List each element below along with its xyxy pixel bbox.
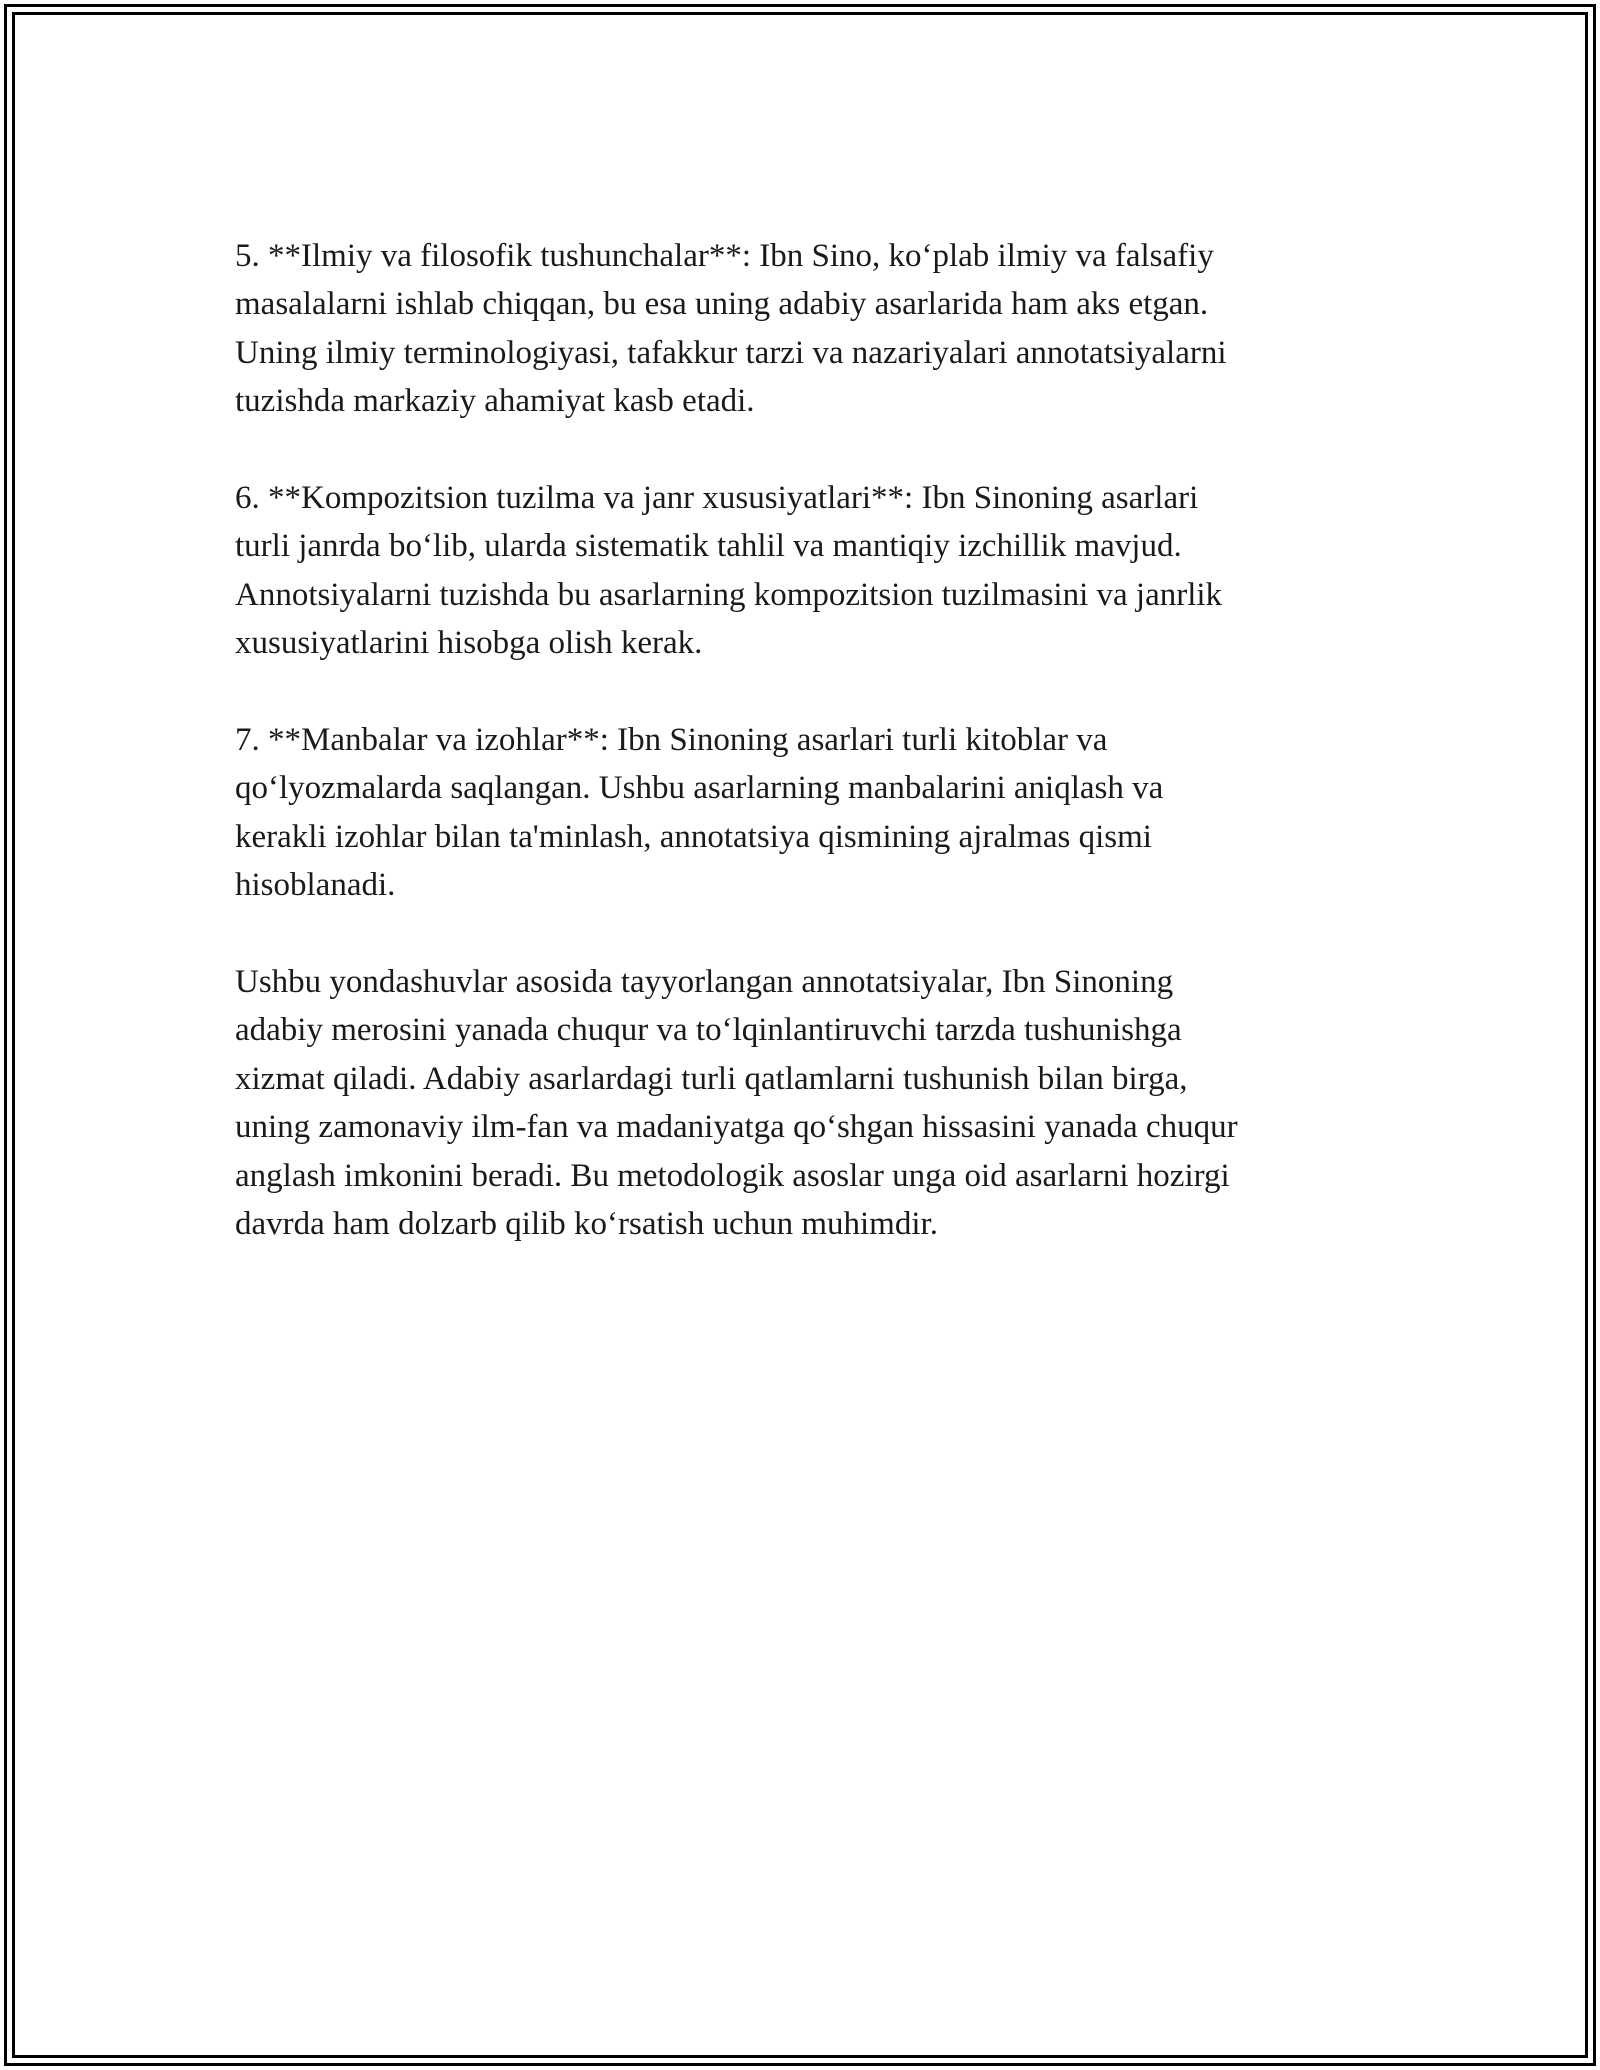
paragraph-item-6: 6. **Kompozitsion tuzilma va janr xususiyatlari**: Ibn Sinoning asarlari turli janrda bo‘lib, ularda sistematik tahlil va mantiqiy izchillik mavjud. Annotsiyalarni tuzishda bu asarlarning kompozitsion tuzilmasini va janrlik xususiyatlarini hisobga olish kerak. xyxy=(235,480,1223,662)
paragraph-item-7: 7. **Manbalar va izohlar**: Ibn Sinoning asarlari turli kitoblar va qo‘lyozmalarda saqlangan. Ushbu asarlarning manbalarini aniqlash va kerakli izohlar bilan ta'minlash, annotatsiya qismining ajralmas qismi hisoblanadi. xyxy=(235,722,1164,904)
paragraph-conclusion: Ushbu yondashuvlar asosida tayyorlangan annotatsiyalar, Ibn Sinoning adabiy merosini yanada chuqur va to‘lqinlantiruvchi tarzda tushunishga xizmat qiladi. Adabiy asarlardagi turli qatlamlarni tushunish bilan birga, uning zamonaviy ilm-fan va madaniyatga qo‘shgan hissasini yanada chuqur anglash imkonini beradi. Bu metodologik asoslar unga oid asarlarni hozirgi davrda ham dolzarb qilib ko‘rsatish uchun muhimdir. xyxy=(235,964,1238,1243)
paragraph-item-5: 5. **Ilmiy va filosofik tushunchalar**: Ibn Sino, ko‘plab ilmiy va falsafiy masalalarni ishlab chiqqan, bu esa uning adabiy asarlarida ham aks etgan. Uning ilmiy terminologiyasi, tafakkur tarzi va nazariyalari annotatsiyalarni tuzishda markaziy ahamiyat kasb etadi. xyxy=(235,238,1227,420)
document-body xyxy=(235,232,1375,1297)
